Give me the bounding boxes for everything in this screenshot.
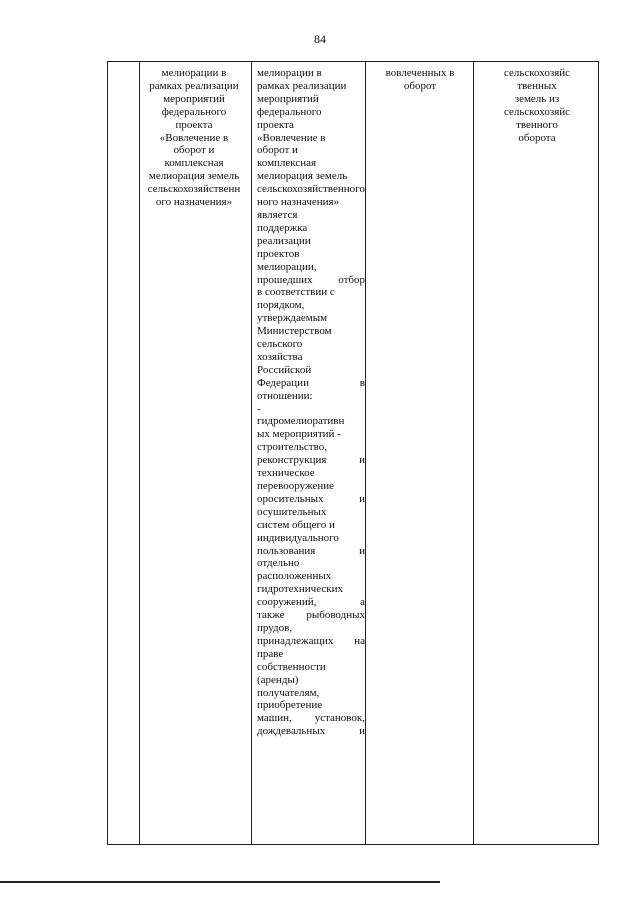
- cell-line: мелиорации в: [161, 67, 227, 79]
- cell-line: реализации: [257, 234, 311, 247]
- cell-line: является: [257, 208, 298, 221]
- cell-line: Федерации в: [257, 376, 365, 389]
- cell-line: расположенных: [257, 570, 332, 583]
- cell-line: дождевальных и: [257, 725, 365, 738]
- cell-line: «Вовлечение в: [257, 131, 326, 144]
- cell-line: мелиорация земель: [257, 170, 348, 183]
- cell-line: оборот и: [257, 144, 298, 157]
- cell-line: комплексная: [257, 157, 317, 170]
- cell-line: прошедших отбор: [257, 273, 365, 286]
- cell-line: гидротехнических: [257, 583, 343, 596]
- cell-line: мелиорации в: [257, 67, 322, 79]
- cell-line: осушительных: [257, 505, 327, 518]
- cell-line: проектов: [257, 247, 300, 260]
- cell-line: оросительных и: [257, 492, 365, 505]
- cell-line: получателям,: [257, 686, 320, 699]
- cell-line: сельскохозяйс: [503, 67, 571, 79]
- cell-line: сельского: [257, 338, 303, 351]
- column-divider: [365, 62, 366, 844]
- cell-line: оборот: [403, 79, 437, 92]
- cell-line: мелиорация земель: [148, 170, 240, 183]
- cell-line: оборота: [518, 131, 556, 144]
- cell-line: (аренды): [257, 673, 299, 686]
- cell-line: сельскохозяйс: [503, 105, 571, 118]
- cell-line: земель из: [514, 92, 560, 105]
- column-divider: [473, 62, 474, 844]
- cell-line: вовлеченных в: [385, 67, 455, 79]
- cell-line: проекта: [175, 118, 213, 131]
- cell-line: прудов,: [257, 621, 293, 634]
- footer-rule: [0, 881, 440, 883]
- cell-line: праве: [257, 647, 284, 660]
- cell-line: «Вовлечение в: [159, 131, 229, 144]
- cell-line: сельскохозяйственн: [147, 183, 241, 196]
- cell-line: порядком,: [257, 299, 305, 312]
- cell-line: отношении:: [257, 389, 313, 402]
- cell-line: гидромелиоративн: [257, 415, 345, 428]
- cell-line: утверждаемым: [257, 312, 328, 325]
- cell-line: рамках реализации: [149, 79, 239, 92]
- cell-line: рамках реализации: [257, 79, 347, 92]
- cell-line: мероприятий: [163, 92, 225, 105]
- cell-unit: [475, 67, 599, 144]
- cell-line: федерального: [161, 105, 227, 118]
- cell-line: Министерством: [257, 325, 332, 338]
- page-number: 84: [314, 32, 326, 46]
- column-divider: [251, 62, 252, 844]
- cell-line: в соответствии с: [257, 286, 335, 299]
- measures-table: [107, 61, 599, 845]
- cell-line: хозяйства: [257, 350, 303, 363]
- cell-line: оборот и: [173, 144, 215, 157]
- cell-measure-description: [257, 67, 365, 738]
- cell-line: ого назначения»: [155, 196, 233, 209]
- cell-line: машин, установок,: [257, 712, 365, 725]
- cell-line: твенных: [517, 79, 557, 92]
- cell-line: комплексная: [164, 157, 224, 170]
- cell-line: отдельно: [257, 557, 300, 570]
- cell-line: принадлежащих на: [257, 634, 365, 647]
- cell-line: пользования и: [257, 544, 365, 557]
- cell-line: приобретение: [257, 699, 323, 712]
- cell-indicator: [369, 67, 471, 93]
- cell-line: Российской: [257, 363, 312, 376]
- cell-line: реконструкция и: [257, 454, 365, 467]
- cell-line: мелиорации,: [257, 260, 317, 273]
- cell-line: проекта: [257, 118, 294, 131]
- cell-line: индивидуального: [257, 531, 339, 544]
- cell-line: мероприятий: [257, 92, 319, 105]
- cell-line: поддержка: [257, 221, 308, 234]
- cell-line: сельскохозяйственного: [257, 183, 365, 196]
- cell-line: строительство,: [257, 441, 327, 454]
- cell-line: также рыбоводных: [257, 609, 365, 622]
- cell-line: -: [257, 402, 261, 415]
- cell-line: твенного: [516, 118, 558, 131]
- cell-line: ых мероприятий -: [257, 428, 341, 441]
- cell-line: систем общего и: [257, 518, 335, 531]
- cell-line: сооружений, а: [257, 596, 365, 609]
- cell-line: собственности: [257, 660, 326, 673]
- cell-line: техническое: [257, 467, 315, 480]
- cell-measure-name: [139, 67, 249, 209]
- cell-line: ного назначения»: [257, 196, 340, 209]
- cell-line: перевооружение: [257, 480, 334, 492]
- cell-line: федерального: [257, 105, 322, 118]
